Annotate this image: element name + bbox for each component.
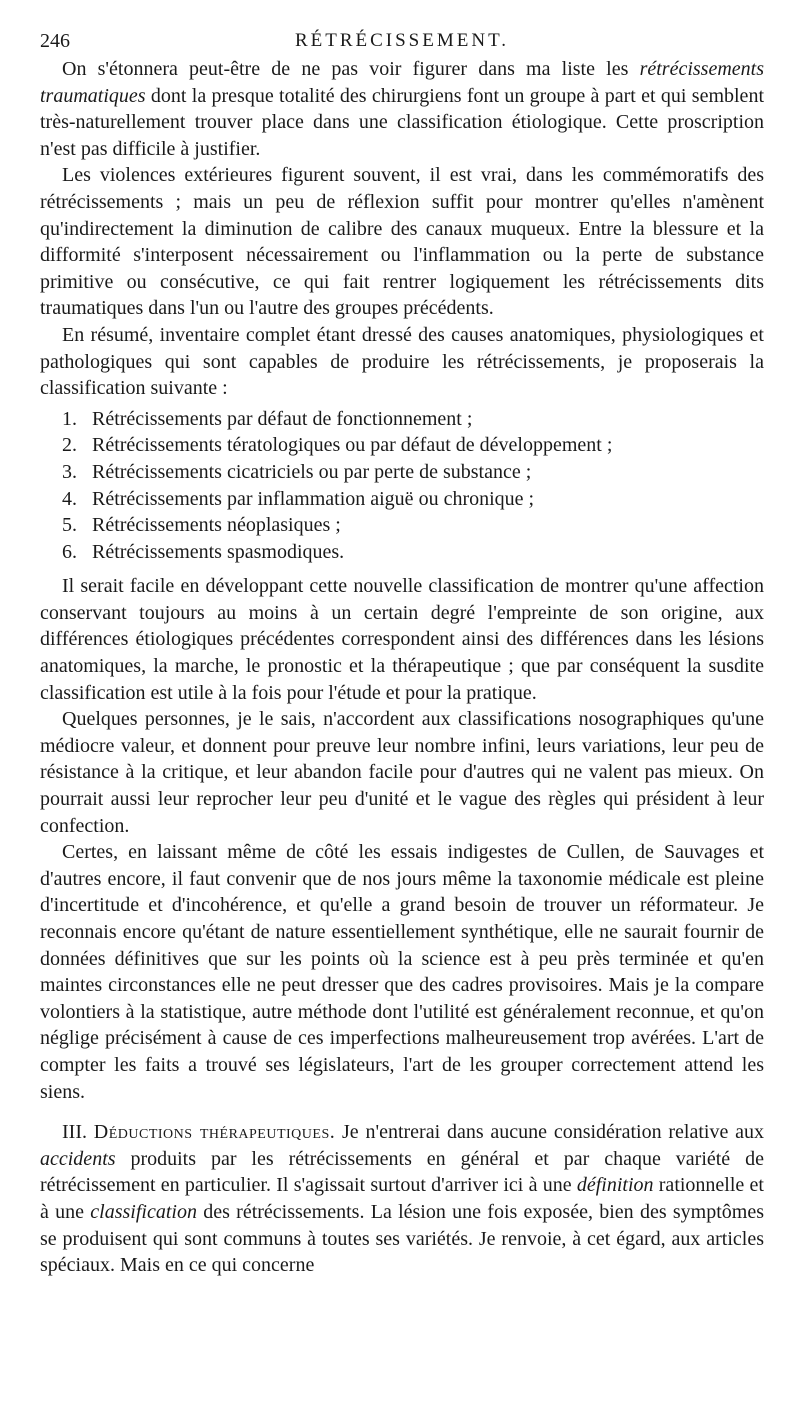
text-run: dont la presque totalité des chirurgiens font un groupe à part et qui semblent très-naturellement trouver place dans une classification étiologique. Cette proscription n'est pas difficile à justifier. — [40, 84, 764, 160]
paragraph-summary: En résumé, inventaire complet étant dressé des causes anatomiques, physiologiques et pathologiques qui sont capables de produire les rétrécissements, je proposerais la classification suivante : — [40, 323, 764, 400]
page-header — [40, 28, 764, 56]
text-run: produits par les rétrécissements en général et par chaque variété de rétrécissement en particulier. Il s'agissait surtout d'arriver ici à une — [40, 1147, 764, 1197]
list-item — [40, 486, 764, 513]
paragraph-external-violence: Les violences extérieures figurent souvent, il est vrai, dans les commémoratifs des rétrécissements ; mais un peu de réflexion suffit pour montrer qu'elles n'amènent qu'indirectement la diminution de calibre des canaux muqueux. Entre la blessure et la difformité s'interposent nécessairement ou l'inflammation ou la perte de substance primitive ou consécutive, ce qui fait rentrer logiquement les rétrécissements dits traumatiques dans l'un ou l'autre des groupes précédents. — [40, 164, 764, 320]
list-item — [40, 539, 764, 566]
list-number: 1. — [62, 407, 77, 430]
list-text: Rétrécissements tératologiques ou par défaut de développement ; — [92, 434, 613, 457]
list-text: Rétrécissements par inflammation aiguë ou chronique ; — [92, 487, 535, 510]
list-number: 4. — [62, 487, 77, 510]
section-numeral: III. — [62, 1121, 94, 1144]
list-number: 2. — [62, 434, 77, 457]
italic-term: rétrécissements traumatiques — [40, 58, 764, 107]
section-therapeutic-deductions — [40, 1119, 764, 1279]
text-run: des rétrécissements. La lésion une fois exposée, bien des symptômes se produisent qui sont communs à toutes ses variétés. Je renvoie, à cet égard, aux articles spéciaux. Mais en ce qui concerne — [40, 1200, 764, 1277]
page-number: 246 — [40, 30, 70, 52]
list-number: 3. — [62, 460, 77, 483]
paragraph-objections: Quelques personnes, je le sais, n'accordent aux classifications nosographiques qu'une médiocre valeur, et donnent pour preuve leur nombre infini, leurs variations, leur peu de résistance à la critique, et leur abandon facile pour d'autres qui ne valent pas mieux. On pourrait aussi leur reprocher leur peu d'unité et le vague des règles qui président à leur confection. — [40, 708, 764, 837]
text-run: rationnelle et à une — [40, 1174, 764, 1223]
list-item — [40, 432, 764, 459]
list-item — [40, 406, 764, 433]
list-text: Rétrécissements cicatriciels ou par perte de substance ; — [92, 460, 532, 483]
text-run: On s'étonnera peut-être de ne pas voir figurer dans ma liste les — [62, 58, 640, 80]
list-text: Rétrécissements néoplasiques ; — [92, 514, 341, 537]
list-item — [40, 512, 764, 539]
italic-term: classification — [90, 1200, 197, 1223]
text-run: Je n'entrerai dans aucune considération relative aux — [335, 1121, 764, 1144]
paragraph-classification-utility: Il serait facile en développant cette nouvelle classification de montrer qu'une affection conservant toujours au moins à un certain degré l'empreinte de son origine, aux différences étiologiques précédentes correspondent ainsi des différences dans les lésions anatomiques, la marche, le pronostic et la thérapeutique ; que par conséquent la susdite classification est utile à la fois pour l'étude et pour la pratique. — [40, 575, 764, 704]
running-head: RÉTRÉCISSEMENT. — [294, 30, 510, 51]
paragraph-taxonomy: Certes, en laissant même de côté les essais indigestes de Cullen, de Sauvages et d'autres encore, il faut convenir que de nos jours même la taxonomie médicale est pleine d'incertitude et d'incohérence, et qu'elle a grand besoin de trouver un réformateur. Je reconnais encore qu'étant de nature essentiellement synthétique, elle ne saurait fournir de données définitives que sur les points où la science est à peu près terminée et qu'en maintes circonstances elle ne peut dresser que des cadres provisoires. Mais je la compare volontiers à la statistique, autre méthode dont l'utilité est généralement reconnue, et qu'on néglige précisément à cause de ces imperfections malheureusement trop avérées. L'art de compter les faits a trouvé ses législateurs, l'art de les grouper correctement attend les siens. — [40, 841, 764, 1103]
paragraph-traumatic-strictures — [40, 56, 764, 162]
italic-term: accidents — [40, 1147, 116, 1170]
list-number: 5. — [62, 514, 77, 537]
italic-term: définition — [576, 1174, 654, 1197]
classification-list — [40, 406, 764, 566]
list-text: Rétrécissements spasmodiques. — [92, 540, 345, 563]
list-item — [40, 459, 764, 486]
list-number: 6. — [62, 540, 77, 563]
list-text: Rétrécissements par défaut de fonctionnement ; — [92, 407, 473, 430]
section-heading: Déductions thérapeutiques. — [93, 1121, 336, 1144]
